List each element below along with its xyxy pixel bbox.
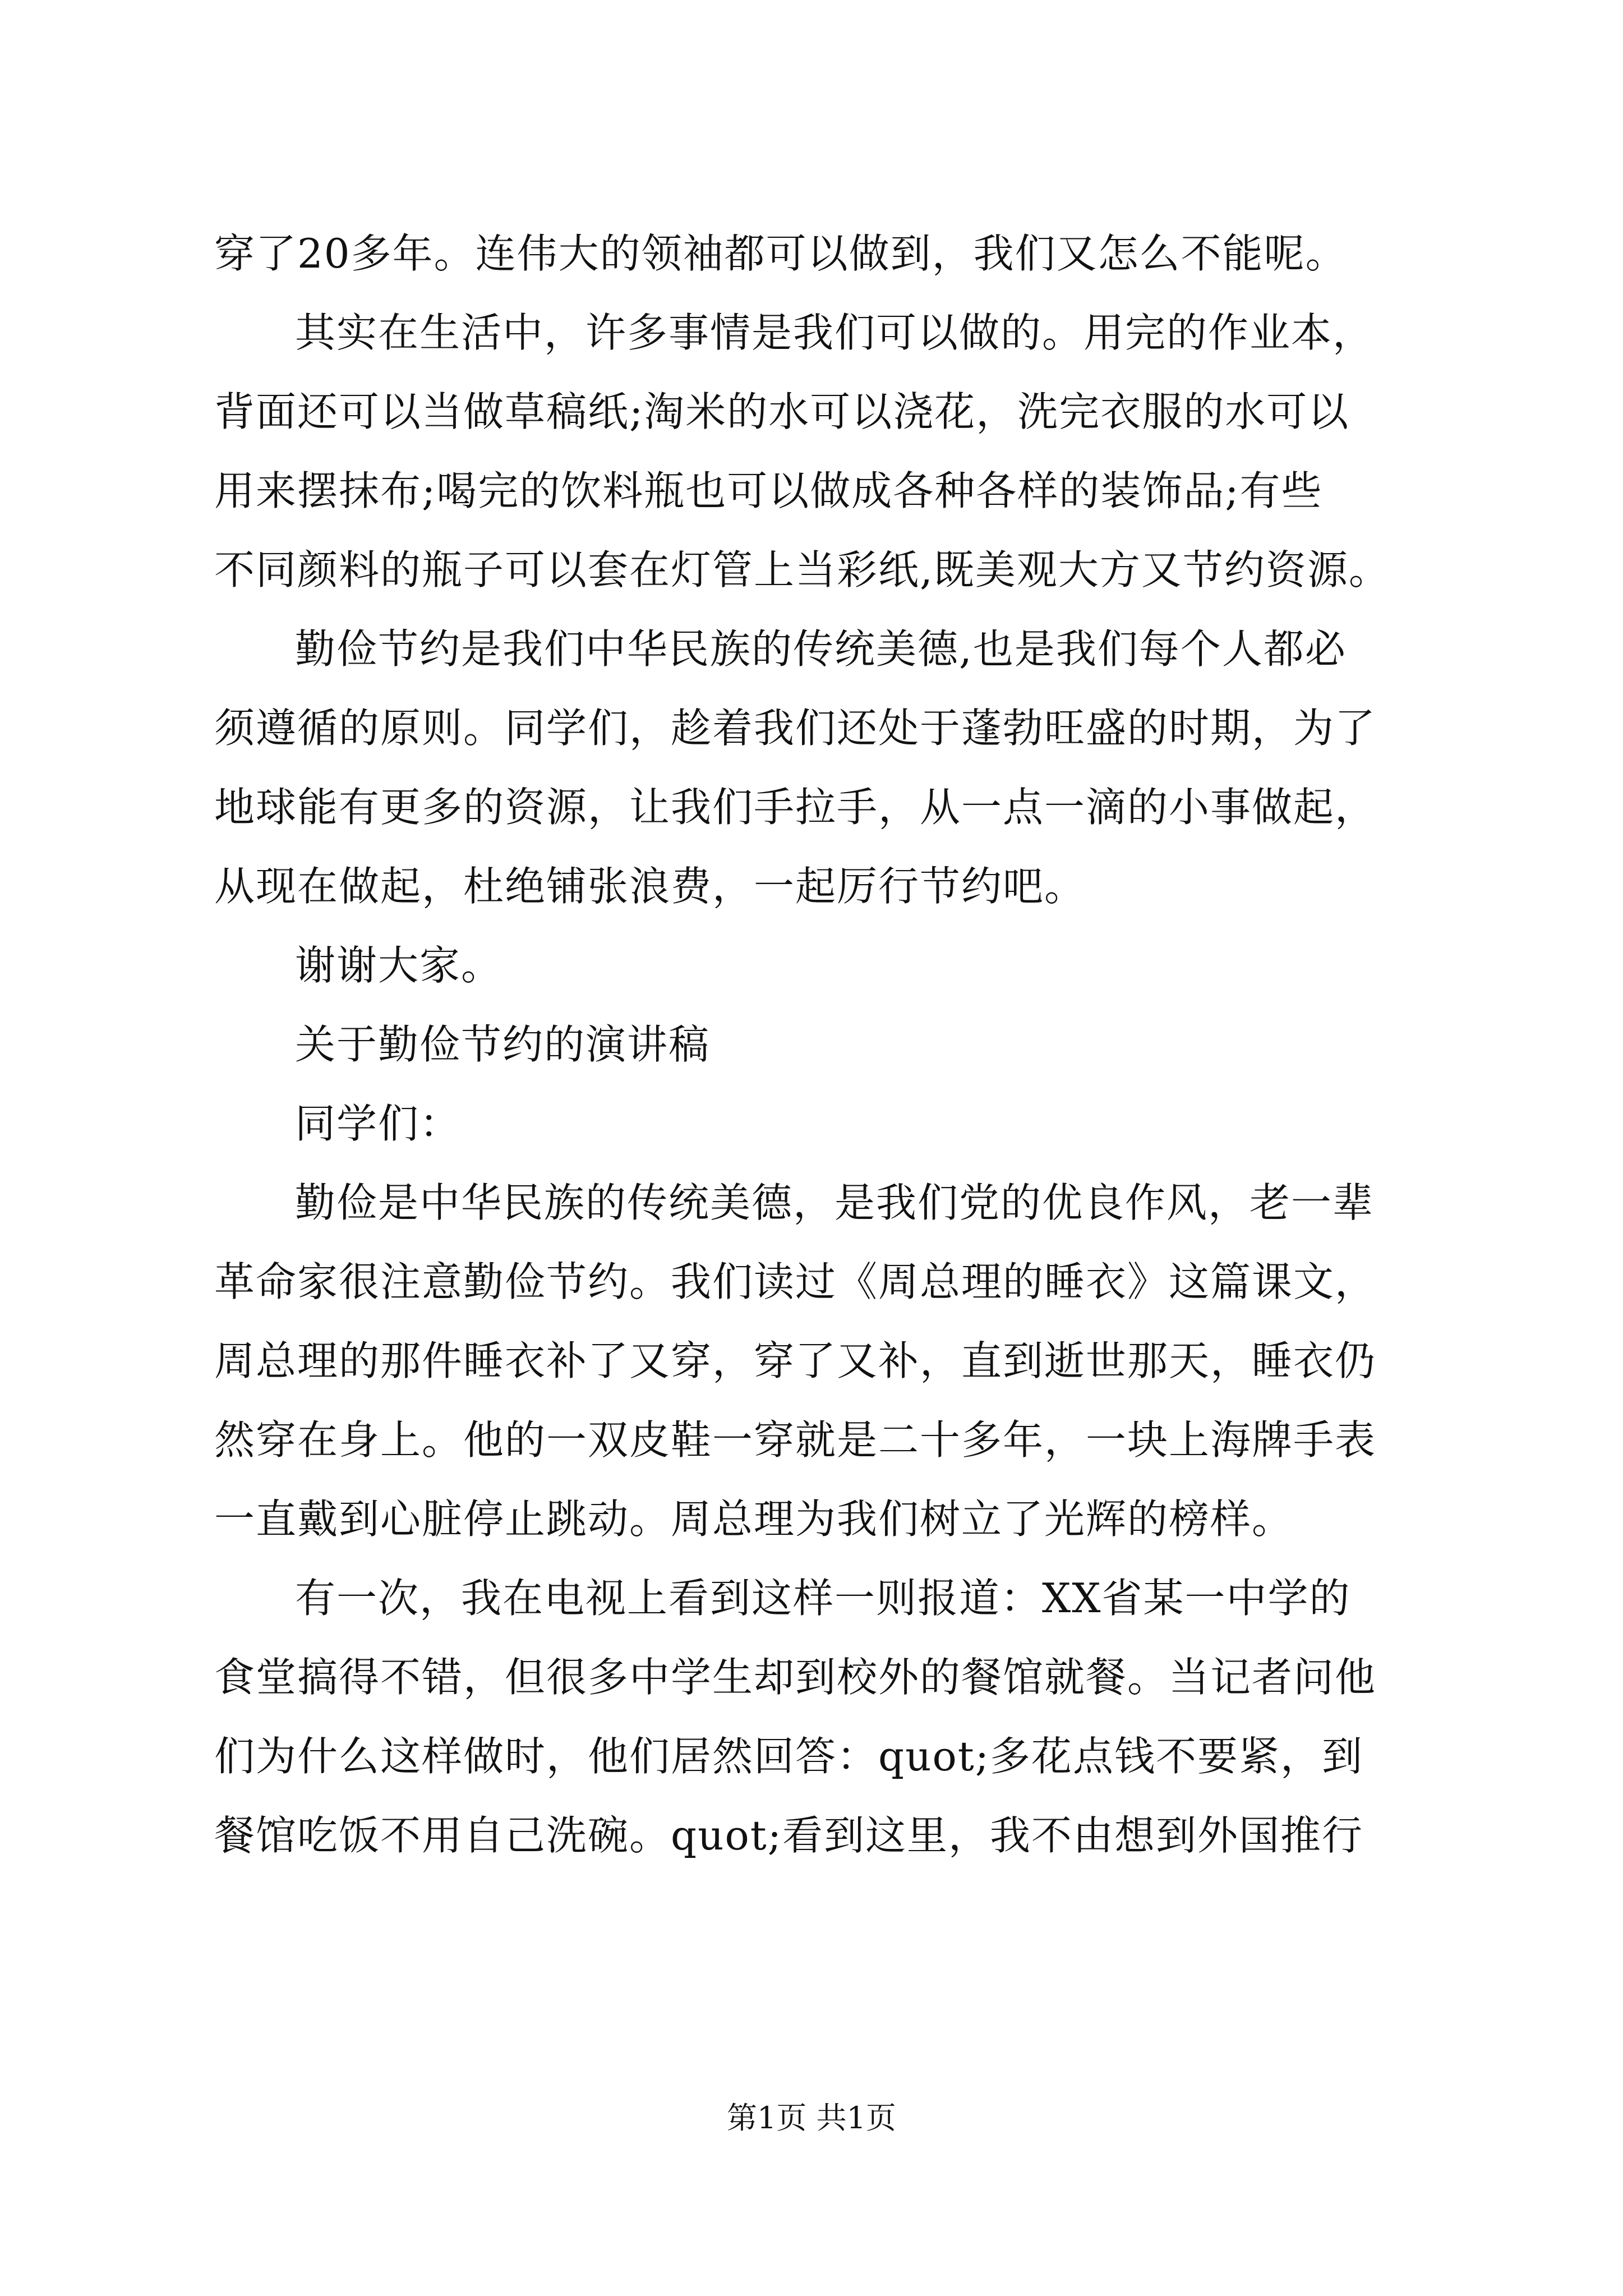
text-line: 谢谢大家。 [295,942,503,989]
text-line: 用来摆抹布;喝完的饮料瓶也可以做成各种各样的装饰品;有些 [214,467,1323,514]
text-line: 背面还可以当做草稿纸;淘米的水可以浇花，洗完衣服的水可以 [214,388,1350,435]
text-line: 其实在生活中，许多事情是我们可以做的。用完的作业本， [295,309,1375,356]
text-line: 不同颜料的瓶子可以套在灯管上当彩纸,既美观大方又节约资源。 [214,546,1390,593]
text-line: 须遵循的原则。同学们，趁着我们还处于蓬勃旺盛的时期，为了 [214,705,1377,752]
text-line: 食堂搞得不错，但很多中学生却到校外的餐馆就餐。当记者问他 [214,1654,1377,1701]
text-line: 们为什么这样做时，他们居然回答：quot;多花点钱不要紧，到 [214,1733,1364,1780]
text-line: 从现在做起，杜绝铺张浪费，一起厉行节约吧。 [214,863,1086,910]
page-footer [0,2096,1623,2141]
text-line: 勤俭节约是我们中华民族的传统美德,也是我们每个人都必 [295,625,1347,673]
text-line: 餐馆吃饭不用自己洗碗。quot;看到这里，我不由想到外国推行 [214,1812,1364,1859]
page-number-label: 第1页 共1页 [727,2100,896,2136]
section-title: 关于勤俭节约的演讲稿 [295,1021,711,1068]
text-line: 革命家很注意勤俭节约。我们读过《周总理的睡衣》这篇课文， [214,1258,1377,1305]
text-line: 地球能有更多的资源，让我们手拉手，从一点一滴的小事做起， [214,784,1377,831]
text-line: 有一次，我在电视上看到这样一则报道：XX省某一中学的 [295,1575,1351,1622]
document-body [214,214,1426,1875]
text-line: 一直戴到心脏停止跳动。周总理为我们树立了光辉的榜样。 [214,1496,1294,1543]
salutation: 同学们： [295,1100,462,1147]
text-line: 穿了20多年。连伟大的领袖都可以做到，我们又怎么不能呢。 [214,230,1347,277]
text-line: 然穿在身上。他的一双皮鞋一穿就是二十多年，一块上海牌手表 [214,1416,1377,1464]
text-line: 勤俭是中华民族的传统美德，是我们党的优良作风，老一辈 [295,1179,1375,1226]
text-line: 周总理的那件睡衣补了又穿，穿了又补，直到逝世那天，睡衣仍 [214,1337,1377,1384]
